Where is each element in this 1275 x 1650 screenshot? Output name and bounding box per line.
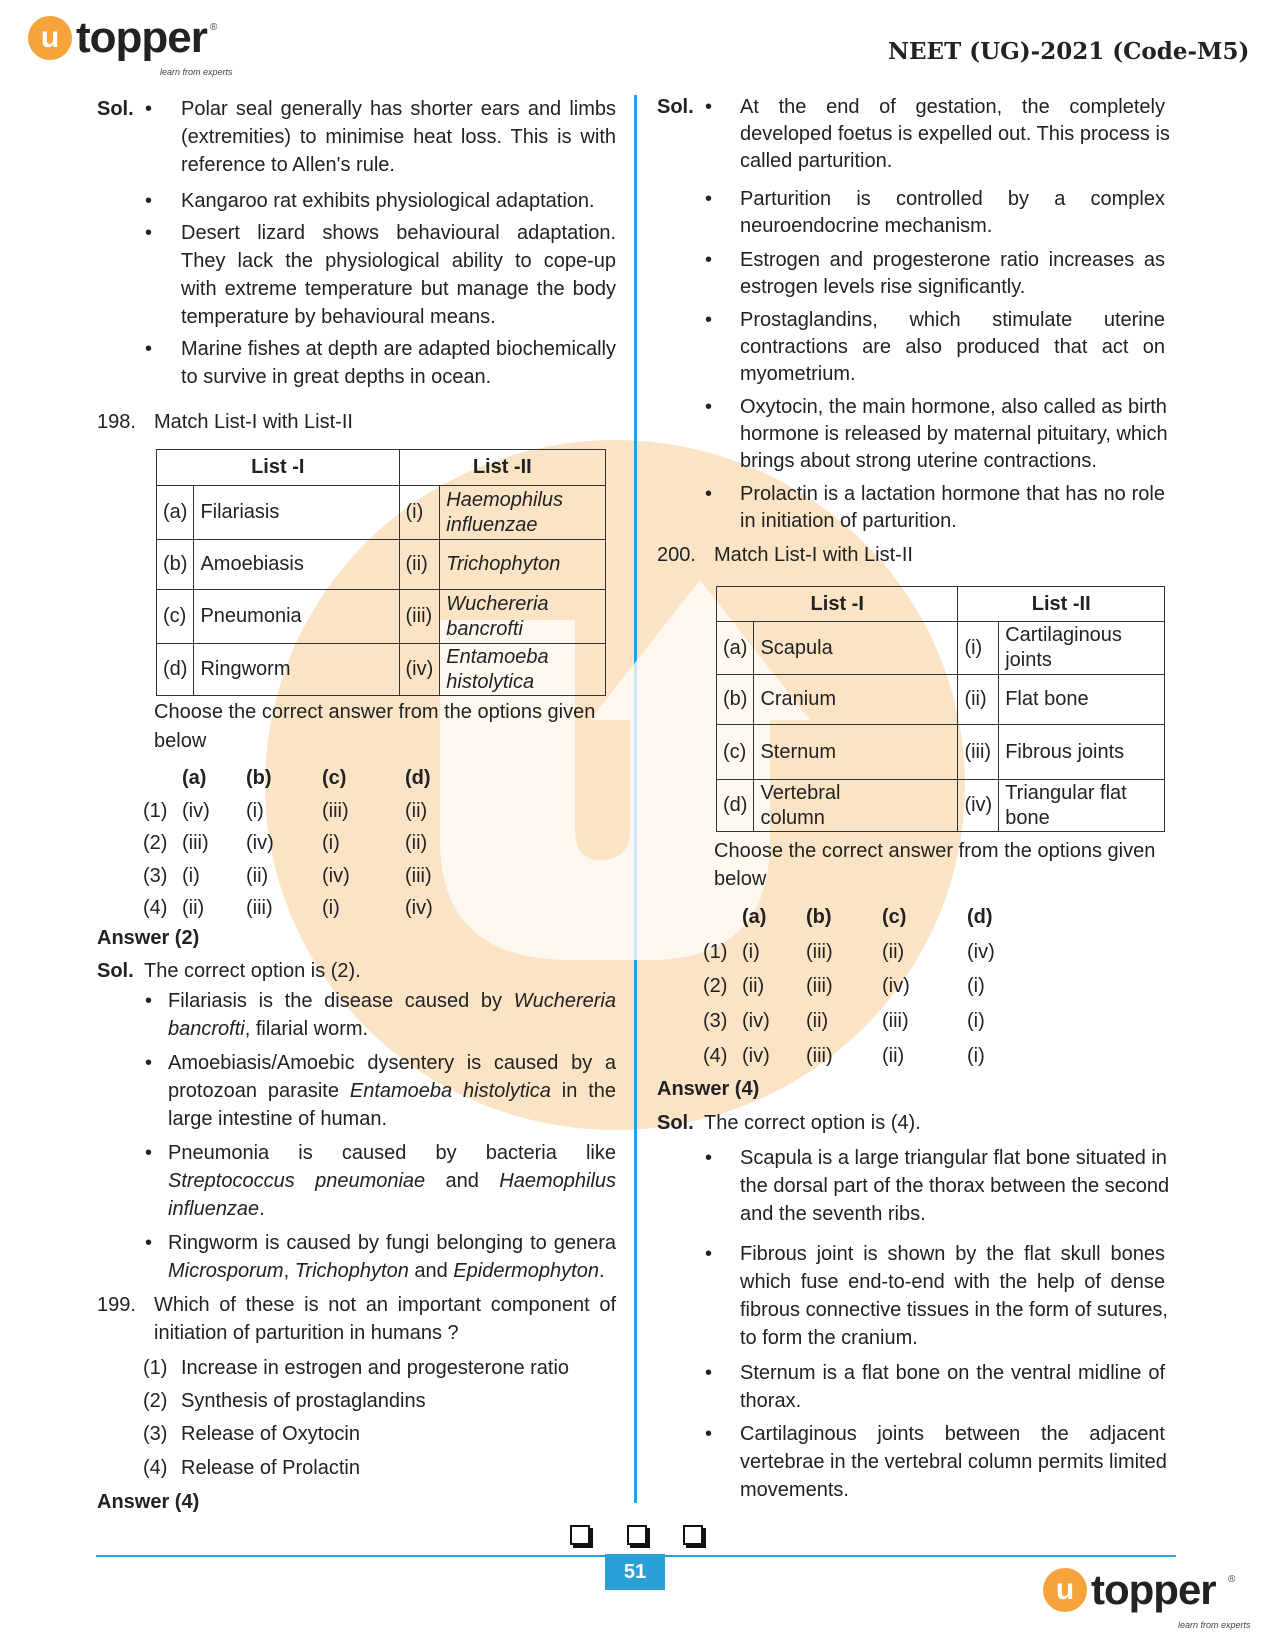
row-label: (i): [399, 486, 440, 540]
sol-label: Sol.: [657, 96, 694, 118]
option-header: (a): [742, 906, 767, 928]
q200-choose-line1: Choose the correct answer from the options given: [714, 840, 1156, 862]
row-label: (ii): [958, 675, 999, 725]
bullet-line: brings about strong uterine contractions.: [740, 450, 1097, 472]
list2-item: [440, 644, 606, 696]
option-cell: (i): [182, 865, 200, 887]
bullet-icon: •: [145, 1052, 153, 1074]
option-cell: (ii): [405, 832, 428, 854]
list1-item: Amoebiasis: [194, 540, 399, 590]
bullet-line: (extremities) to minimise heat loss. This is with: [181, 126, 616, 148]
option-cell: (i): [967, 1010, 985, 1032]
option-cell: (iv): [742, 1010, 770, 1032]
list1-line: Vertebral: [760, 781, 841, 804]
row-label: (b): [717, 675, 754, 725]
sol198-b1-line2: [168, 1015, 368, 1043]
bullet-line: estrogen levels rise significantly.: [740, 276, 1026, 298]
bullet-line: Kangaroo rat exhibits physiological adaptation.: [181, 190, 595, 212]
list2-line: Trichophyton: [446, 553, 561, 575]
sol198-b2-line2: [168, 1077, 616, 1105]
square-icon: [627, 1525, 647, 1545]
option-header: (d): [405, 767, 431, 789]
text-span: Microsporum: [168, 1260, 284, 1282]
option-cell: (iii): [806, 1045, 833, 1067]
sol198-b2-line1: Amoebiasis/Amoebic dysentery is caused by a: [168, 1052, 616, 1074]
list1-item: Scapula: [754, 622, 958, 675]
row-label: (iv): [399, 644, 440, 696]
bullet-line: to survive in great depths in ocean.: [181, 366, 492, 388]
bullet-icon: •: [145, 338, 153, 360]
bullet-line: with extreme temperature but manage the body: [181, 278, 616, 300]
q198-choose-line1: Choose the correct answer from the options given: [154, 701, 596, 723]
row-label: (c): [717, 725, 754, 780]
option-cell: (iii): [806, 941, 833, 963]
list2-item: [440, 486, 606, 540]
option-header: (a): [182, 767, 207, 789]
list1-item: Pneumonia: [194, 590, 399, 644]
bullet-line: and the seventh ribs.: [740, 1203, 926, 1225]
bullet-line: which fuse end-to-end with the help of dense: [740, 1271, 1165, 1293]
bullet-line: developed foetus is expelled out. This process is: [740, 123, 1170, 145]
option-number: (3): [143, 865, 168, 887]
table-row: [157, 486, 606, 540]
option-number: (1): [703, 941, 728, 963]
bullet-line: myometrium.: [740, 363, 856, 385]
bullet-line: Prostaglandins, which stimulate uterine: [740, 309, 1165, 331]
bullet-line: temperature by behavioural means.: [181, 306, 496, 328]
logo-reg-mark: ®: [210, 22, 218, 33]
option-number: (3): [143, 1423, 168, 1445]
list1-item: Sternum: [754, 725, 958, 780]
option-number: (2): [143, 832, 168, 854]
bullet-icon: •: [705, 188, 713, 210]
sol-label: Sol.: [97, 960, 134, 982]
bullet-line: the dorsal part of the thorax between the second: [740, 1175, 1170, 1197]
table-row: [157, 644, 606, 696]
q198-answer: Answer (2): [97, 927, 200, 949]
list2-header: List -II: [958, 587, 1165, 622]
option-cell: (i): [967, 1045, 985, 1067]
bullet-icon: •: [145, 1142, 153, 1164]
option-number: (3): [703, 1010, 728, 1032]
bullet-icon: •: [705, 1147, 713, 1169]
option-number: (2): [143, 1390, 168, 1412]
q199-line2: initiation of parturition in humans ?: [154, 1322, 459, 1344]
text-span: Trichophyton: [294, 1260, 409, 1282]
bullet-line: Marine fishes at depth are adapted biochemically: [181, 338, 616, 360]
option-cell: (iii): [182, 832, 209, 854]
table-row: [157, 590, 606, 644]
row-label: (a): [157, 486, 194, 540]
text-span: Streptococcus pneumoniae: [168, 1170, 426, 1192]
bullet-icon: •: [145, 1232, 153, 1254]
q199-answer: Answer (4): [97, 1491, 200, 1513]
option-cell: (iii): [246, 897, 273, 919]
option-text: Synthesis of prostaglandins: [181, 1390, 426, 1412]
bullet-icon: •: [145, 98, 153, 120]
bullet-line: fibrous connective tissues in the form of sutures,: [740, 1299, 1168, 1321]
square-icon: [683, 1525, 703, 1545]
text-span: protozoan parasite: [168, 1080, 350, 1102]
logo-u-icon: u: [28, 16, 72, 60]
bullet-line: Desert lizard shows behavioural adaptation.: [181, 222, 616, 244]
bullet-line: Fibrous joint is shown by the flat skull bones: [740, 1243, 1165, 1265]
bullet-icon: •: [705, 1362, 713, 1384]
q200-sol-text: The correct option is (4).: [704, 1112, 921, 1134]
bullet-icon: •: [145, 222, 153, 244]
page-number: 51: [605, 1554, 665, 1590]
text-span: Filariasis is the disease caused by: [168, 990, 514, 1012]
bullet-line: vertebrae in the vertebral column permits limited: [740, 1451, 1167, 1473]
list2-line: Triangular flat: [1005, 781, 1127, 804]
option-cell: (ii): [405, 800, 428, 822]
option-cell: (ii): [882, 1045, 905, 1067]
option-number: (1): [143, 1357, 168, 1379]
text-span: influenzae: [168, 1198, 260, 1220]
list1-line: column: [760, 806, 825, 829]
row-label: (d): [157, 644, 194, 696]
list2-item: Flat bone: [999, 675, 1165, 725]
bullet-line: They lack the physiological ability to cope-up: [181, 250, 616, 272]
option-header: (b): [806, 906, 832, 928]
row-label: (a): [717, 622, 754, 675]
text-span: and: [408, 1260, 454, 1282]
option-cell: (i): [322, 897, 340, 919]
option-text: Increase in estrogen and progesterone ratio: [181, 1357, 570, 1379]
row-label: (iii): [399, 590, 440, 644]
list1-item: Cranium: [754, 675, 958, 725]
option-cell: (iii): [806, 975, 833, 997]
list2-line: Cartilaginous: [1005, 624, 1122, 646]
option-cell: (ii): [742, 975, 765, 997]
q198-table: [156, 449, 606, 696]
text-span: and: [425, 1170, 500, 1192]
q200-answer: Answer (4): [657, 1078, 760, 1100]
option-cell: (i): [322, 832, 340, 854]
option-header: (c): [322, 767, 347, 789]
bullet-icon: •: [705, 396, 713, 418]
bullet-line: neuroendocrine mechanism.: [740, 215, 993, 237]
list2-item: [999, 622, 1165, 675]
text-span: .: [259, 1198, 265, 1220]
bullet-line: Parturition is controlled by a complex: [740, 188, 1165, 210]
row-label: (d): [717, 780, 754, 832]
sol198-b4-line2: [168, 1257, 605, 1285]
sol198-b2-line3: large intestine of human.: [168, 1108, 388, 1130]
q200-number: 200.: [657, 544, 696, 566]
logo-tagline: learn from experts: [1178, 1620, 1251, 1630]
bullet-icon: •: [705, 96, 713, 118]
text-span: Epidermophyton: [453, 1260, 599, 1282]
text-span: Haemophilus: [499, 1170, 617, 1192]
list2-line: Haemophilus: [446, 488, 564, 511]
row-label: (i): [958, 622, 999, 675]
list2-line: bone: [1005, 806, 1050, 829]
option-number: (2): [703, 975, 728, 997]
text-span: bancrofti: [168, 1018, 245, 1040]
option-cell: (i): [967, 975, 985, 997]
bullet-line: Oxytocin, the main hormone, also called as birth: [740, 396, 1167, 418]
logo-word: topper: [76, 13, 207, 62]
table-row: [157, 540, 606, 590]
sol-label: Sol.: [97, 98, 134, 120]
row-label: (iii): [958, 725, 999, 780]
text-span: .: [598, 1260, 605, 1282]
list2-line: Wuchereria: [446, 592, 549, 615]
option-cell: (iv): [322, 865, 350, 887]
option-cell: (iv): [405, 897, 433, 919]
q199-line1: Which of these is not an important component of: [154, 1294, 616, 1316]
bullet-icon: •: [145, 990, 153, 1012]
logo-u-icon: u: [1043, 1568, 1087, 1612]
option-cell: (i): [742, 941, 760, 963]
option-number: (4): [143, 1457, 168, 1479]
bullet-icon: •: [705, 249, 713, 271]
list2-item: [440, 590, 606, 644]
option-cell: (iv): [967, 941, 995, 963]
bullet-icon: •: [145, 190, 153, 212]
q198-number: 198.: [97, 411, 136, 433]
logo-reg-mark: ®: [1228, 1574, 1236, 1585]
list2-line: Entamoeba: [446, 645, 549, 668]
bullet-icon: •: [705, 1243, 713, 1265]
option-cell: (ii): [806, 1010, 829, 1032]
option-cell: (i): [246, 800, 264, 822]
logo-tagline: learn from experts: [160, 67, 233, 77]
q198-choose-line2: below: [154, 730, 207, 752]
list1-header: List -I: [717, 587, 958, 622]
bullet-line: in initiation of parturition.: [740, 510, 957, 532]
option-cell: (iii): [405, 865, 432, 887]
list2-item: [999, 780, 1165, 832]
bullet-line: Prolactin is a lactation hormone that has no role: [740, 483, 1165, 505]
sol198-b4-line1: Ringworm is caused by fungi belonging to genera: [168, 1232, 616, 1254]
bullet-line: Cartilaginous joints between the adjacent: [740, 1423, 1165, 1445]
option-cell: (iii): [882, 1010, 909, 1032]
option-cell: (ii): [246, 865, 269, 887]
list2-item: Fibrous joints: [999, 725, 1165, 780]
exam-title: NEET (UG)-2021 (Code-M5): [888, 38, 1250, 65]
option-header: (b): [246, 767, 272, 789]
bullet-line: hormone is released by maternal pituitary, which: [740, 423, 1168, 445]
sol198-b1-line1: [168, 987, 616, 1015]
option-cell: (ii): [882, 941, 905, 963]
option-number: (4): [143, 897, 168, 919]
option-header: (c): [882, 906, 907, 928]
footer-logo: [1043, 1568, 1216, 1612]
option-header: (d): [967, 906, 993, 928]
left-column: [0, 0, 634, 1520]
list2-line: joints: [1005, 649, 1052, 671]
bullet-line: Scapula is a large triangular flat bone situated in: [740, 1147, 1167, 1169]
bullet-line: movements.: [740, 1479, 849, 1501]
option-text: Release of Prolactin: [181, 1457, 360, 1479]
option-cell: (iv): [246, 832, 274, 854]
text-span: Entamoeba histolytica: [349, 1080, 551, 1102]
text-span: ,: [283, 1260, 295, 1282]
list2-line: influenzae: [446, 513, 538, 536]
list2-line: bancrofti: [446, 617, 523, 640]
q198-sol-text: The correct option is (2).: [144, 960, 361, 982]
option-cell: (iv): [742, 1045, 770, 1067]
bullet-line: thorax.: [740, 1390, 802, 1412]
square-icon: [570, 1525, 590, 1545]
list2-header: List -II: [399, 450, 605, 486]
q200-choose-line2: below: [714, 868, 767, 890]
list2-item: [440, 540, 606, 590]
row-label: (b): [157, 540, 194, 590]
bullet-line: Sternum is a flat bone on the ventral midline of: [740, 1362, 1165, 1384]
sol198-b3-line2: [168, 1167, 616, 1195]
sol198-b3-line3: [168, 1195, 265, 1223]
q199-number: 199.: [97, 1294, 136, 1316]
option-cell: (ii): [182, 897, 205, 919]
bullet-line: to form the cranium.: [740, 1327, 918, 1349]
option-text: Release of Oxytocin: [181, 1423, 360, 1445]
option-number: (1): [143, 800, 168, 822]
option-cell: (iv): [182, 800, 210, 822]
text-span: , filarial worm.: [244, 1018, 369, 1040]
logo-word: topper: [1091, 1566, 1216, 1613]
option-cell: (iii): [322, 800, 349, 822]
text-span: in the: [550, 1080, 617, 1102]
bullet-line: At the end of gestation, the completely: [740, 96, 1165, 118]
bullet-line: Polar seal generally has shorter ears and limbs: [181, 98, 616, 120]
option-cell: (iv): [882, 975, 910, 997]
bullet-line: called parturition.: [740, 150, 893, 172]
sol198-b3-line1: Pneumonia is caused by bacteria like: [168, 1142, 616, 1164]
text-span: Wuchereria: [513, 990, 616, 1012]
list1-item: Ringworm: [194, 644, 399, 696]
bullet-icon: •: [705, 309, 713, 331]
list2-line: histolytica: [446, 670, 535, 693]
bullet-icon: •: [705, 1423, 713, 1445]
bullet-icon: •: [705, 483, 713, 505]
bullet-line: contractions are also produced that act on: [740, 336, 1165, 358]
row-label: (c): [157, 590, 194, 644]
list1-header: List -I: [157, 450, 400, 486]
option-number: (4): [703, 1045, 728, 1067]
q200-text: Match List-I with List-II: [714, 544, 913, 566]
sol-label: Sol.: [657, 1112, 694, 1134]
bullet-line: Estrogen and progesterone ratio increases as: [740, 249, 1165, 271]
row-label: (ii): [399, 540, 440, 590]
q198-text: Match List-I with List-II: [154, 411, 353, 433]
bullet-line: reference to Allen's rule.: [181, 154, 395, 176]
row-label: (iv): [958, 780, 999, 832]
list1-item: Filariasis: [194, 486, 399, 540]
